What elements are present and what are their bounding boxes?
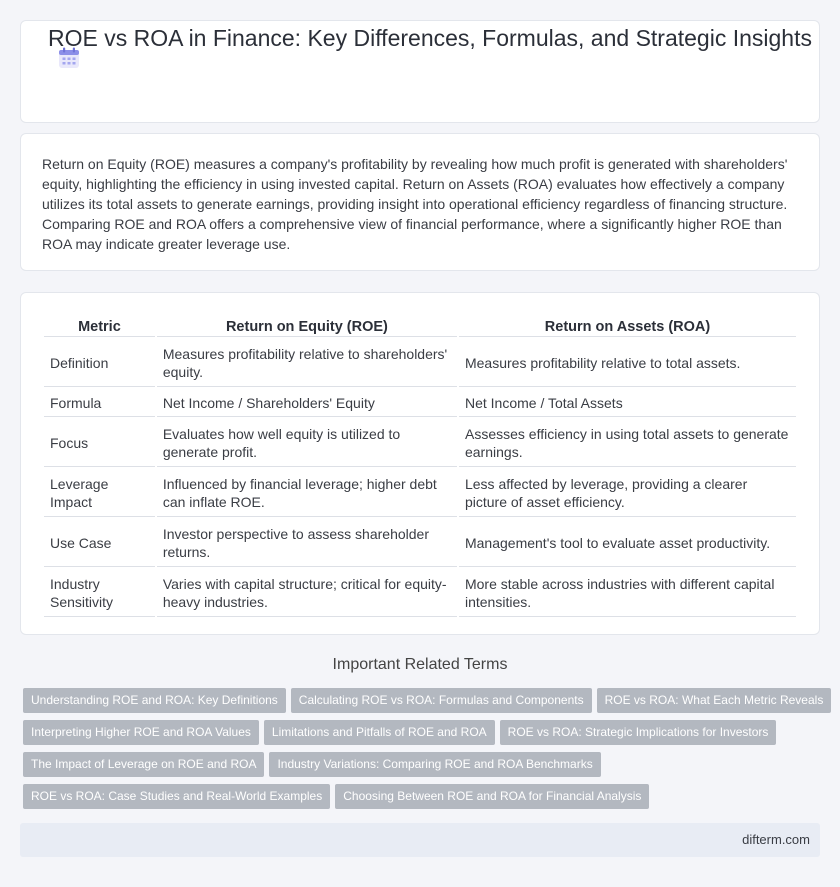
table-row — [44, 569, 796, 617]
footer-site-link[interactable]: difterm.com — [742, 832, 810, 847]
related-terms-heading: Important Related Terms — [332, 656, 508, 673]
related-term-tag[interactable]: Choosing Between ROE and ROA for Financial Analysis — [335, 784, 649, 809]
title-wrap — [40, 24, 820, 53]
metric-cell: Industry Sensitivity — [44, 569, 155, 617]
roe-cell: Varies with capital structure; critical for equity-heavy industries. — [157, 569, 457, 617]
table-row — [44, 389, 796, 417]
roa-cell: Assesses efficiency in using total assets to generate earnings. — [459, 419, 796, 467]
roa-cell: Measures profitability relative to total assets. — [459, 339, 796, 387]
related-term-tag[interactable]: Industry Variations: Comparing ROE and ROA Benchmarks — [269, 752, 600, 777]
roe-cell: Influenced by financial leverage; higher debt can inflate ROE. — [157, 469, 457, 517]
table-row — [44, 419, 796, 467]
metric-cell: Leverage Impact — [44, 469, 155, 517]
table-row — [44, 469, 796, 517]
related-term-tag[interactable]: Understanding ROE and ROA: Key Definitions — [23, 688, 286, 713]
tag-row — [23, 784, 823, 816]
metric-cell: Formula — [44, 389, 155, 417]
related-term-tag[interactable]: ROE vs ROA: Strategic Implications for Investors — [500, 720, 777, 745]
table-row — [44, 339, 796, 387]
header-roe: Return on Equity (ROE) — [157, 315, 457, 337]
roa-cell: Net Income / Total Assets — [459, 389, 796, 417]
related-terms-tags — [23, 688, 823, 816]
related-term-tag[interactable]: Limitations and Pitfalls of ROE and ROA — [264, 720, 495, 745]
related-term-tag[interactable]: Interpreting Higher ROE and ROA Values — [23, 720, 259, 745]
footer — [20, 823, 820, 857]
roa-cell: More stable across industries with different capital intensities. — [459, 569, 796, 617]
roa-cell: Less affected by leverage, providing a clearer picture of asset efficiency. — [459, 469, 796, 517]
related-term-tag[interactable]: ROE vs ROA: What Each Metric Reveals — [597, 688, 832, 713]
tag-row — [23, 688, 823, 720]
related-term-tag[interactable]: Calculating ROE vs ROA: Formulas and Components — [291, 688, 592, 713]
comparison-table-card — [20, 292, 820, 635]
tag-row — [23, 752, 823, 784]
roa-cell: Management's tool to evaluate asset productivity. — [459, 519, 796, 567]
table-row — [44, 519, 796, 567]
metric-cell: Definition — [44, 339, 155, 387]
header-metric: Metric — [44, 315, 155, 337]
page-title: ROE vs ROA in Finance: Key Differences, Formulas, and Strategic Insights — [47, 25, 812, 51]
comparison-table — [42, 313, 798, 619]
intro-card — [20, 133, 820, 271]
related-term-tag[interactable]: The Impact of Leverage on ROE and ROA — [23, 752, 264, 777]
roe-cell: Evaluates how well equity is utilized to generate profit. — [157, 419, 457, 467]
roe-cell: Measures profitability relative to shareholders' equity. — [157, 339, 457, 387]
metric-cell: Focus — [44, 419, 155, 467]
related-term-tag[interactable]: ROE vs ROA: Case Studies and Real-World Examples — [23, 784, 330, 809]
roe-cell: Investor perspective to assess shareholder returns. — [157, 519, 457, 567]
table-header-row — [44, 315, 796, 337]
metric-cell: Use Case — [44, 519, 155, 567]
roe-cell: Net Income / Shareholders' Equity — [157, 389, 457, 417]
intro-paragraph: Return on Equity (ROE) measures a company's profitability by revealing how much profit is generated with shareholders' equity, highlighting the efficiency in using invested capital. Return on Assets (ROA) evaluates how effectively a company utilizes its total assets to generate earnings, providing insight into operational efficiency regardless of financing structure. Comparing ROE and ROA offers a comprehensive view of financial performance, where a significantly higher ROE than ROA may indicate greater leverage use. — [42, 156, 788, 252]
header-roa: Return on Assets (ROA) — [459, 315, 796, 337]
tag-row — [23, 720, 823, 752]
